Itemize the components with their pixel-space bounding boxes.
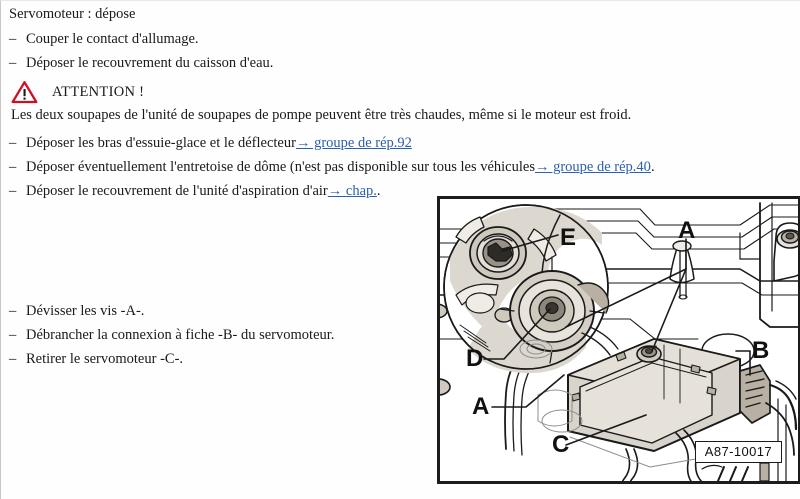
list-item-text: Déposer les bras d'essuie-glace et le déflecteur — [26, 135, 296, 151]
list-item-text: Déposer éventuellement l'entretoise de dôme (n'est pas disponible sur tous les véhicules — [26, 159, 535, 175]
callout-label-E: E — [560, 224, 577, 251]
list-item-text: Déposer le recouvrement de l'unité d'aspiration d'air — [26, 183, 328, 199]
callout-label-B: B — [752, 337, 770, 364]
list-item-tail: . — [650, 159, 655, 175]
bullet-dash: – — [9, 351, 17, 367]
list-item-tail: . — [376, 183, 381, 199]
bullet-dash: – — [9, 31, 17, 47]
illustration-drawing — [440, 199, 798, 481]
warning-body-text: Les deux soupapes de l'unité de soupapes de pompe peuvent être très chaudes, même si le moteur est froid. — [11, 107, 632, 123]
callout-label-A-bottom: A — [472, 393, 490, 420]
list-item — [9, 134, 709, 153]
list-item-text: Dévisser les vis -A-. — [26, 303, 145, 319]
bullet-dash: – — [9, 327, 17, 343]
bullet-dash: – — [9, 303, 17, 319]
technical-illustration — [437, 196, 800, 484]
page-title: Servomoteur : dépose — [9, 6, 136, 22]
list-item-text: Déposer le recouvrement du caisson d'eau. — [26, 55, 274, 71]
callout-label-C: C — [552, 431, 570, 458]
list-item-text: Débrancher la connexion à fiche -B- du servomoteur. — [26, 327, 335, 343]
bullet-dash: – — [9, 55, 17, 71]
bullet-dash: – — [9, 159, 17, 175]
list-item-text: Retirer le servomoteur -C-. — [26, 351, 184, 367]
cross-reference-link[interactable]: → groupe de rép.92 — [295, 135, 412, 151]
warning-header — [9, 80, 709, 104]
list-item — [9, 158, 709, 177]
cross-reference-link[interactable]: → chap. — [327, 183, 377, 199]
list-item-text: Couper le contact d'allumage. — [26, 31, 199, 47]
callout-label-A-top: A — [678, 217, 696, 244]
warning-label: ATTENTION ! — [52, 83, 145, 100]
warning-triangle-icon — [11, 80, 38, 104]
bullet-dash: – — [9, 183, 17, 199]
figure-id-badge: A87-10017 — [695, 441, 782, 463]
callout-label-D: D — [466, 345, 484, 372]
cross-reference-link[interactable]: → groupe de rép.40 — [534, 159, 651, 175]
list-item — [9, 54, 709, 73]
list-item — [9, 30, 709, 49]
bullet-dash: – — [9, 135, 17, 151]
